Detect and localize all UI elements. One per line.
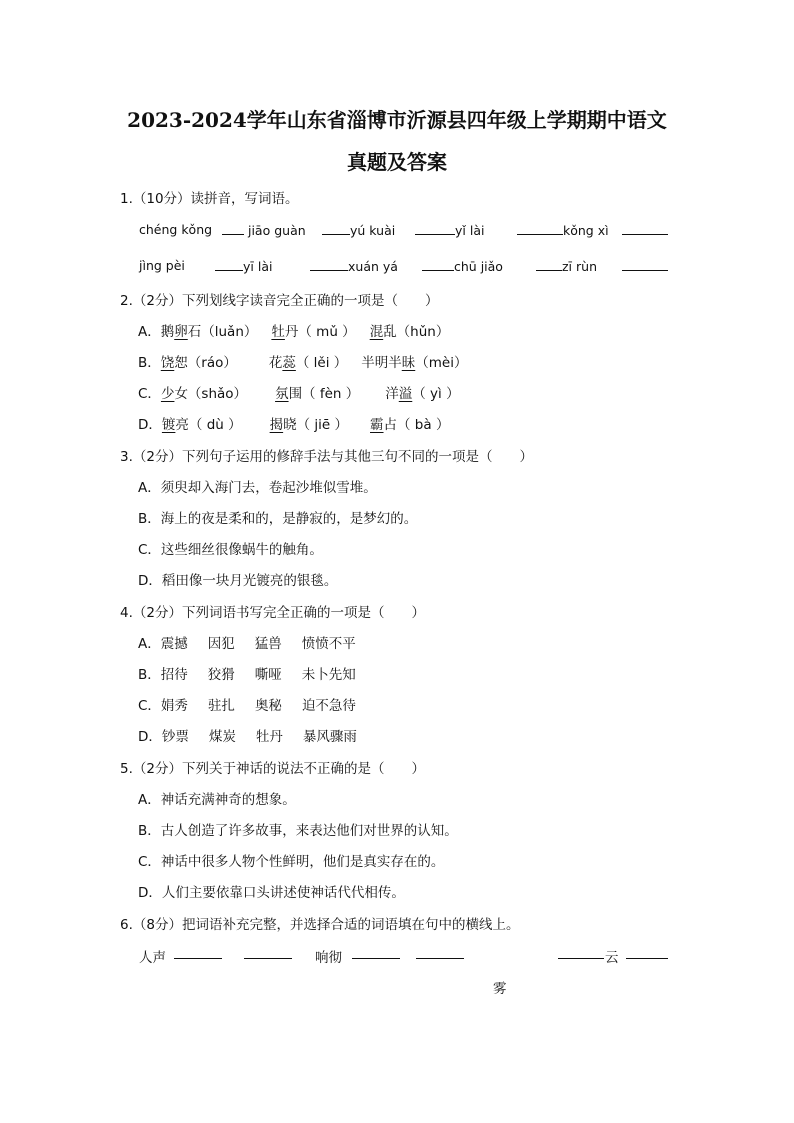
answer-blank[interactable] — [422, 258, 454, 271]
q3-option-a[interactable]: A．须臾却入海门去，卷起沙堆似雪堆。 — [138, 480, 377, 496]
word-renshen: 人声 — [139, 950, 166, 966]
question-2-stem: 2.（2分）下列划线字读音完全正确的一项是（ ） — [120, 293, 439, 309]
answer-blank[interactable] — [352, 946, 400, 959]
answer-blank[interactable] — [622, 222, 668, 235]
question-5-stem: 5.（2分）下列关于神话的说法不正确的是（ ） — [120, 761, 425, 777]
answer-blank[interactable] — [215, 258, 243, 271]
question-1-stem: 1.（10分）读拼音，写词语。 — [120, 191, 299, 207]
answer-blank[interactable] — [310, 258, 348, 271]
pinyin-1: chéng kǒng — [139, 222, 213, 237]
pinyin-6: jìng pèi — [139, 258, 185, 273]
question-3-stem: 3.（2分）下列句子运用的修辞手法与其他三句不同的一项是（ ） — [120, 449, 533, 465]
q4-option-d[interactable]: D．钞票 煤炭 牡丹 暴风骤雨 — [138, 729, 357, 745]
pinyin-3: yú kuài — [350, 223, 396, 238]
answer-blank[interactable] — [222, 222, 244, 235]
q3-option-b[interactable]: B．海上的夜是柔和的，是静寂的，是梦幻的。 — [138, 511, 418, 527]
answer-blank[interactable] — [416, 946, 464, 959]
q4-option-b[interactable]: B．招待 狡猾 嘶哑 未卜先知 — [138, 667, 356, 683]
pinyin-2: jiāo guàn — [247, 223, 306, 238]
q2-option-a[interactable]: A．鹅卵石（luǎn） 牡丹（ mǔ ） 混乱（hǔn） — [138, 324, 450, 340]
q5-option-c[interactable]: C．神话中很多人物个性鲜明，他们是真实存在的。 — [138, 854, 445, 870]
q3-option-c[interactable]: C．这些细丝很像蜗牛的触角。 — [138, 542, 323, 558]
answer-blank[interactable] — [415, 222, 455, 235]
question-6-stem: 6.（8分）把词语补充完整，并选择合适的词语填在句中的横线上。 — [120, 917, 520, 933]
word-wu: 雾 — [493, 981, 507, 997]
q2-option-c[interactable]: C．少女（shǎo） 氛围（ fèn ） 洋溢（ yì ） — [138, 386, 460, 402]
q4-option-a[interactable]: A．震撼 因犯 猛兽 愤愤不平 — [138, 636, 356, 652]
q4-option-c[interactable]: C．娟秀 驻扎 奥秘 迫不急待 — [138, 698, 356, 714]
answer-blank[interactable] — [517, 222, 563, 235]
answer-blank[interactable] — [536, 258, 562, 271]
pinyin-7: yī lài — [243, 259, 273, 274]
q5-option-b[interactable]: B．古人创造了许多故事，来表达他们对世界的认知。 — [138, 823, 458, 839]
q5-option-a[interactable]: A．神话充满神奇的想象。 — [138, 792, 296, 808]
answer-blank[interactable] — [622, 258, 668, 271]
answer-blank[interactable] — [558, 946, 604, 959]
q5-option-d[interactable]: D．人们主要依靠口头讲述使神话代代相传。 — [138, 885, 405, 901]
q2-option-b[interactable]: B．饶恕（ráo） 花蕊（ lěi ） 半明半昧（mèi） — [138, 355, 468, 371]
pinyin-8: xuán yá — [348, 259, 398, 274]
answer-blank[interactable] — [626, 946, 668, 959]
pinyin-9: chū jiǎo — [454, 259, 503, 274]
q3-option-d[interactable]: D．稻田像一块月光镀亮的银毯。 — [138, 573, 338, 589]
answer-blank[interactable] — [322, 222, 350, 235]
pinyin-5: kǒng xì — [563, 223, 609, 238]
pinyin-4: yǐ lài — [455, 223, 485, 238]
answer-blank[interactable] — [174, 946, 222, 959]
page-title-line1: 2023-2024学年山东省淄博市沂源县四年级上学期期中语文 — [127, 108, 667, 132]
page-title-line2: 真题及答案 — [347, 150, 447, 174]
answer-blank[interactable] — [244, 946, 292, 959]
pinyin-10: zī rùn — [562, 259, 597, 274]
question-4-stem: 4.（2分）下列词语书写完全正确的一项是（ ） — [120, 605, 425, 621]
word-yun: 云 — [605, 950, 619, 966]
q2-option-d[interactable]: D．镀亮（ dù ） 揭晓（ jiē ） 霸占（ bà ） — [138, 417, 450, 433]
word-xiangche: 响彻 — [315, 950, 342, 966]
